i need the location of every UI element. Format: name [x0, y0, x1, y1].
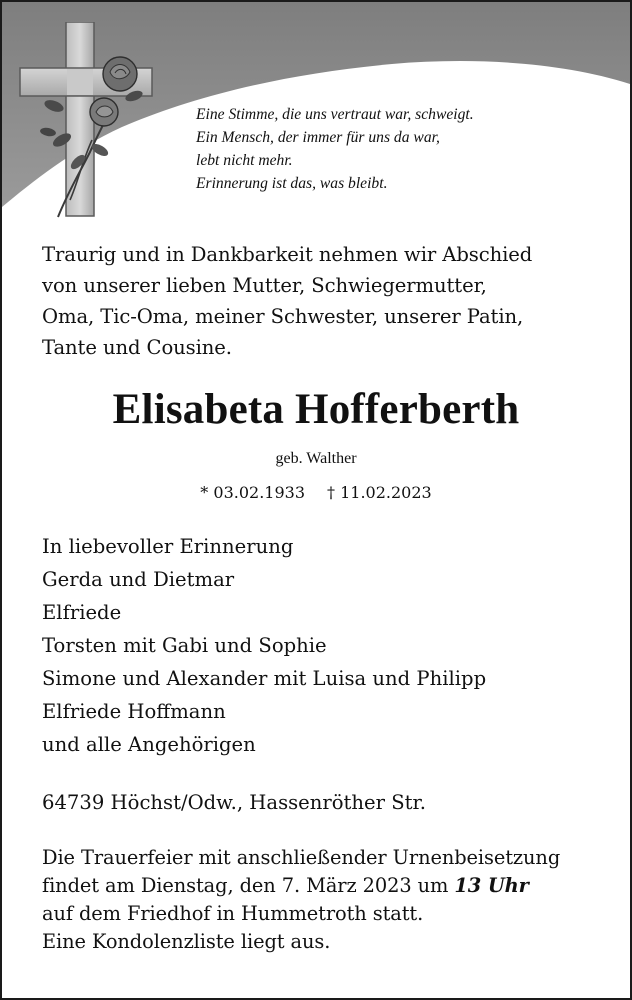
ceremony-line: Die Trauerfeier mit anschließender Urnenbeisetzung: [42, 846, 561, 869]
ceremony-info: [42, 844, 617, 956]
family-list: [42, 530, 612, 761]
ceremony-date-text: findet am Dienstag, den 7. März 2023 um: [42, 874, 455, 897]
cross-with-roses-icon: [18, 22, 160, 218]
poem-line: lebt nicht mehr.: [196, 152, 293, 169]
ceremony-line: Eine Kondolenzliste liegt aus.: [42, 930, 331, 953]
intro-line: Traurig und in Dankbarkeit nehmen wir Abschied: [42, 243, 533, 266]
intro-line: Tante und Cousine.: [42, 336, 232, 359]
intro-text: [42, 239, 602, 363]
family-line: Elfriede Hoffmann: [42, 700, 226, 723]
ceremony-line: auf dem Friedhof in Hummetroth statt.: [42, 902, 424, 925]
intro-line: Oma, Tic-Oma, meiner Schwester, unserer Patin,: [42, 305, 524, 328]
deceased-name: Elisabeta Hofferberth: [112, 386, 520, 433]
ceremony-line: [42, 872, 617, 900]
family-line: In liebevoller Erinnerung: [42, 535, 294, 558]
birth-date: * 03.02.1933: [200, 483, 305, 502]
poem: [196, 103, 616, 195]
poem-line: Ein Mensch, der immer für uns da war,: [196, 129, 440, 146]
life-dates: [2, 481, 630, 505]
family-line: und alle Angehörigen: [42, 733, 256, 756]
poem-line: Erinnerung ist das, was bleibt.: [196, 175, 388, 192]
family-line: Simone und Alexander mit Luisa und Philipp: [42, 667, 487, 690]
address: 64739 Höchst/Odw., Hassenröther Str.: [42, 791, 426, 814]
death-date: † 11.02.2023: [327, 483, 432, 502]
family-line: Elfriede: [42, 601, 122, 624]
family-line: Torsten mit Gabi und Sophie: [42, 634, 327, 657]
maiden-name: geb. Walther: [275, 450, 357, 467]
intro-line: von unserer lieben Mutter, Schwiegermutter,: [42, 274, 487, 297]
family-line: Gerda und Dietmar: [42, 568, 235, 591]
ceremony-time: 13 Uhr: [454, 874, 529, 897]
poem-line: Eine Stimme, die uns vertraut war, schweigt.: [196, 106, 474, 123]
